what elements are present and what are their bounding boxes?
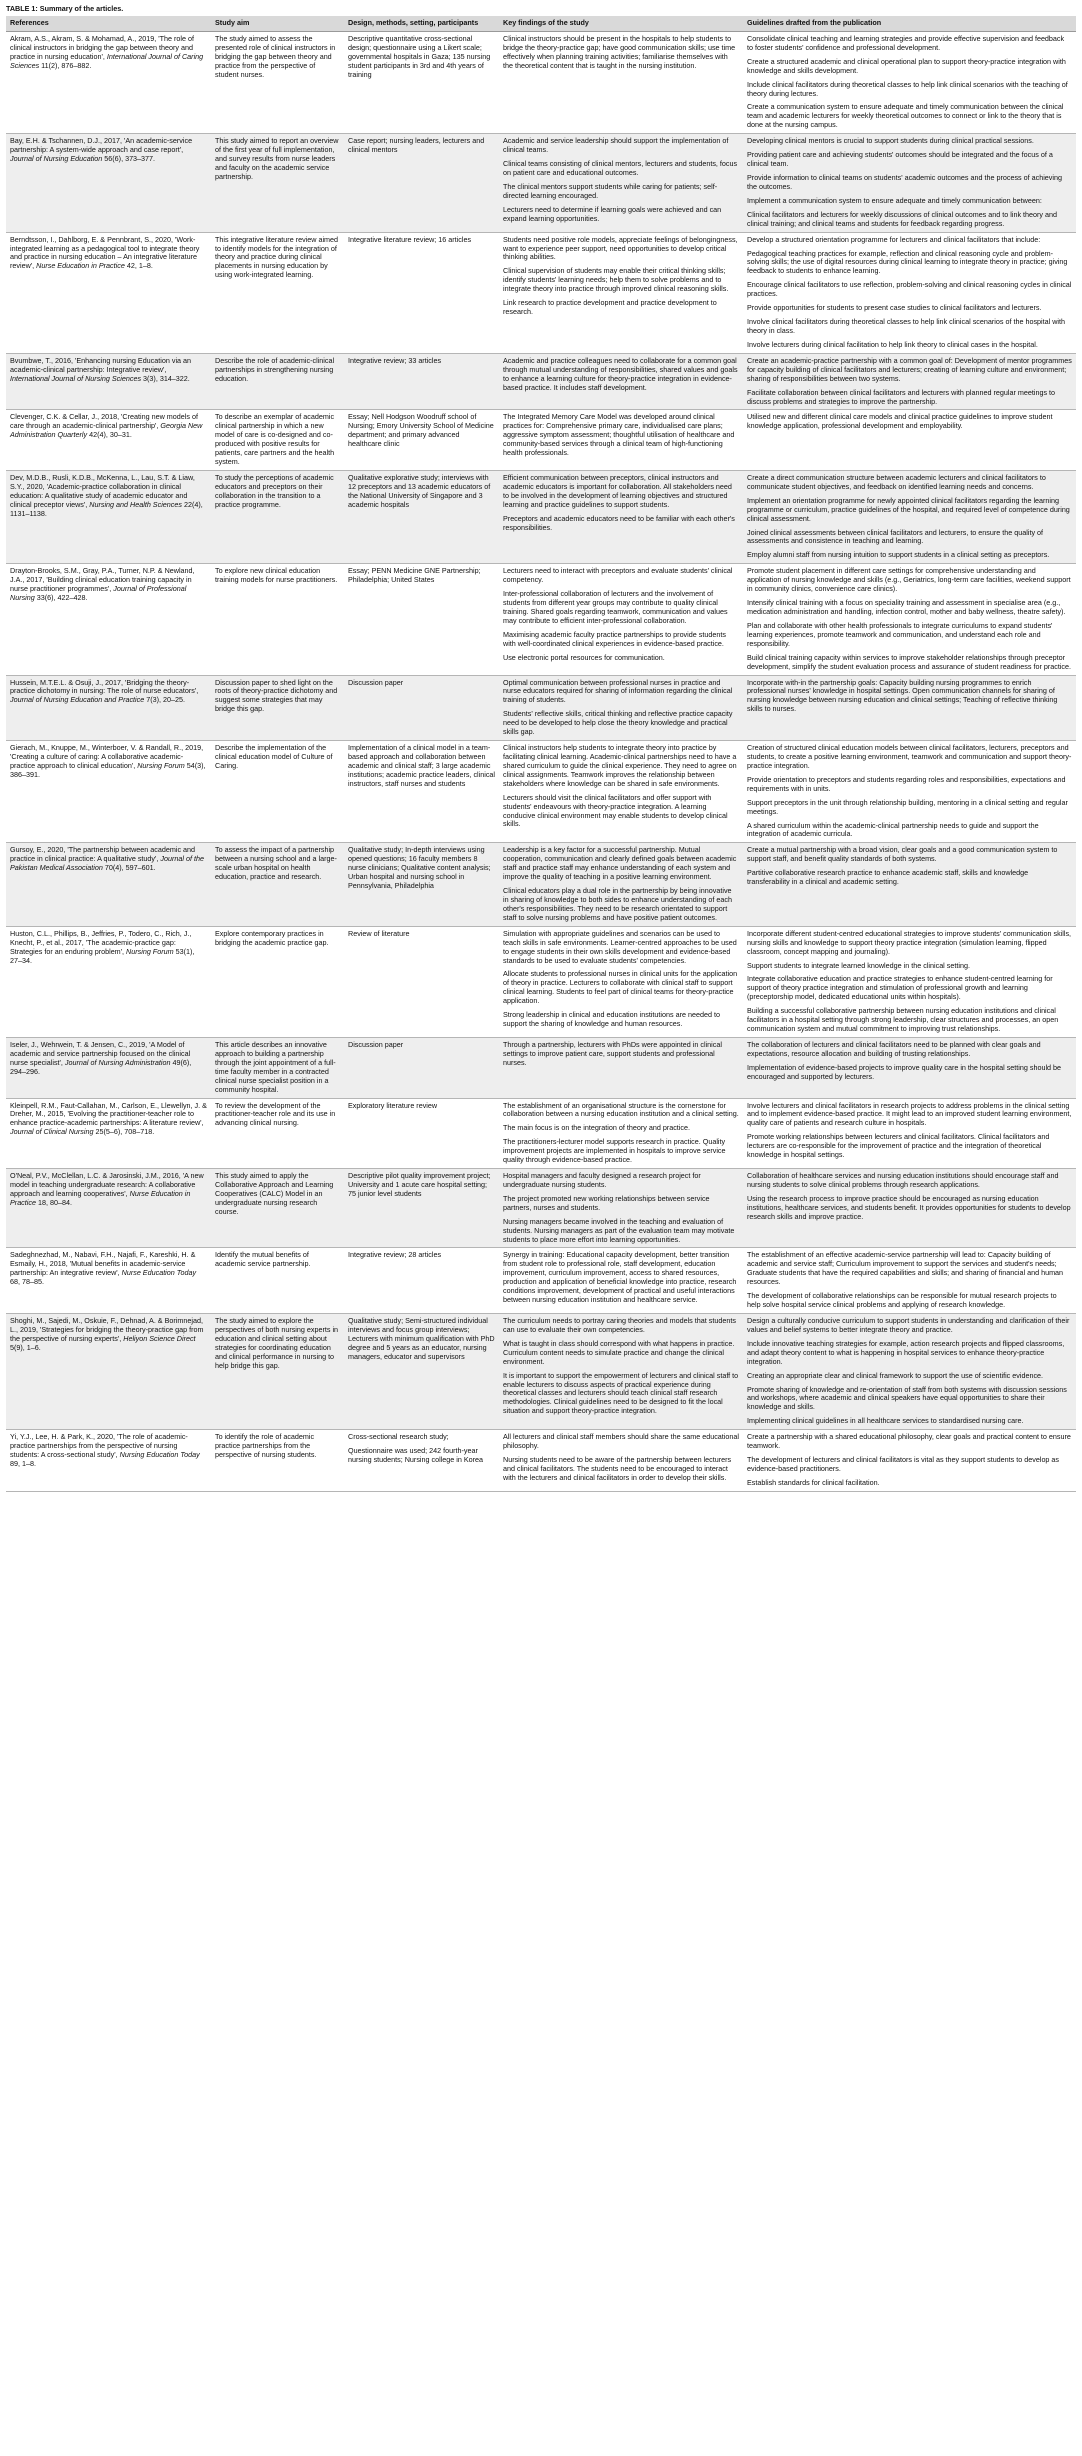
cell-paragraph: Promote working relationships between lecturers and clinical facilitators. Clinical facilitators and lecturers are co-responsible for the improvement of practice and the integration of theoretical knowledge in hospital settings. (747, 1132, 1050, 1160)
cell-paragraph: Using the research process to improve practice should be encouraged as nursing education institutions, healthcare services, and students benefit. It provides opportunities for students to develop research skills and improve practice. (747, 1193, 1071, 1221)
cell-paragraph: The study aimed to explore the perspectives of both nursing experts in education and clinical setting about strategies for coordinating education and clinical performance in nursing to help bridge this gap. (215, 1316, 339, 1370)
study-aim-cell (211, 1098, 344, 1169)
cell-paragraph: Preceptors and academic educators need to be familiar with each other's responsibilities. (503, 513, 735, 532)
cell-paragraph: Case report; nursing leaders, lecturers and clinical mentors (348, 136, 485, 155)
reference-text: 3(3), 314–322. (141, 373, 190, 383)
key-findings-cell (499, 1430, 743, 1492)
guidelines-cell (743, 675, 1076, 741)
key-findings-cell (499, 1248, 743, 1314)
cell-paragraph: Encourage clinical facilitators to use reflection, problem-solving and clinical reasoning cycles in clinical practices. (747, 280, 1072, 299)
study-aim-cell (211, 1430, 344, 1492)
reference-cell (6, 31, 211, 133)
cell-paragraph: Identify the mutual benefits of academic service partnership. (215, 1250, 311, 1269)
cell-paragraph: Creation of structured clinical education models between clinical facilitators, lecturers, preceptors and students, to create a positive learning environment, teamwork and communication and support theory-practice integration. (747, 743, 1072, 770)
cell-paragraph: Providing patient care and achieving students' outcomes should be integrated and the focus of a clinical team. (747, 150, 1053, 169)
table-row (6, 353, 1076, 410)
cell-paragraph: All lecturers and clinical staff members should share the same educational philosophy. (503, 1432, 739, 1451)
design-cell (344, 1248, 499, 1314)
table-row (6, 1037, 1076, 1098)
table-row (6, 1098, 1076, 1169)
study-aim-cell (211, 1314, 344, 1430)
reference-text: 5(9), 1–6. (10, 1342, 41, 1352)
cell-paragraph: Implement an orientation programme for newly appointed clinical facilitators regarding the learning programme or curriculum, practice guidelines of the hospital, and required level of competence during clinical assessment. (747, 495, 1070, 523)
design-cell (344, 353, 499, 410)
study-aim-cell (211, 675, 344, 741)
cell-paragraph: Essay; Nell Hodgson Woodruff school of Nursing; Emory University School of Medicine department; and primary advanced healthcare clinic (348, 412, 494, 449)
reference-cell (6, 843, 211, 926)
cell-paragraph: Incorporate with-in the partnership goals: Capacity building nursing programmes to enrich professional nurses' knowledge in hospital settings. Open communication channels for sharing of nursing knowledge between nursing education and clinical settings; Teaching of reflective thinking skills to nurses. (747, 677, 1058, 714)
cell-paragraph: Integrative literature review; 16 articles (348, 234, 472, 244)
cell-paragraph: Create an academic-practice partnership with a common goal of: Development of mentor programmes for capacity building of clinical facilitators and lecturers; creating of learning culture and environment; sharing of responsibilities between two systems. (747, 355, 1072, 383)
cell-paragraph: Promote sharing of knowledge and re-orientation of staff from both systems with discussion sessions and workshops, where academic and clinical speakers have equal opportunities to share their knowledge and skills. (747, 1384, 1067, 1412)
cell-paragraph: Partitive collaborative research practice to enhance academic staff, skills and knowledge transferability in a clinical and academic setting. (747, 868, 1029, 887)
journal-name: Nurse Education Today (121, 1268, 197, 1278)
cell-paragraph: Allocate students to professional nurses in clinical units for the application of theory in practice. Lecturers to collaborate with clinical staff to support clinical learning. Students to feel part of clinical teams for theory-practice application. (503, 969, 738, 1006)
guidelines-cell (743, 1314, 1076, 1430)
cell-paragraph: Students need positive role models, appreciate feelings of belongingness, want to experience peer support, need opportunities to develop critical thinking abilities. (503, 234, 738, 262)
cell-paragraph: Involve lecturers during clinical facilitation to help link theory to clinical cases in the hospital. (747, 339, 1038, 349)
cell-paragraph: Integrative review; 33 articles (348, 355, 442, 365)
cell-paragraph: Maximising academic faculty practice partnerships to provide students with well-coordinated clinical experiences in evidence-based practice. (503, 629, 726, 648)
cell-paragraph: The establishment of an effective academic-service partnership will lead to: Capacity building of academic and service staff; Curriculum improvement to support the services and student's needs; Graduate students that have the required capabilities and skills; and sharing of financial and human resources. (747, 1250, 1064, 1287)
table-row (6, 564, 1076, 675)
reference-cell (6, 926, 211, 1037)
reference-text: 11(2), 876–882. (39, 60, 92, 70)
cell-paragraph: Create a communication system to ensure adequate and timely communication between the clinical team and academic lecturers for weekly theoretical outcomes to connect or link to the theory that is done at the nursing campus. (747, 102, 1064, 130)
reference-text: 89, 1–8. (10, 1459, 36, 1468)
cell-paragraph: Descriptive quantitative cross-sectional design; questionnaire using a Likert scale; governmental hospitals in Gaza; 135 nursing student participants in 3rd and 4th years of training (348, 33, 491, 79)
table-row (6, 1314, 1076, 1430)
cell-paragraph: Academic and service leadership should support the implementation of clinical teams. (503, 136, 729, 155)
study-aim-cell (211, 353, 344, 410)
guidelines-cell (743, 926, 1076, 1037)
cell-paragraph: Essay; PENN Medicine GNE Partnership; Philadelphia; United States (348, 566, 481, 585)
cell-paragraph: Hospital managers and faculty designed a research project for undergraduate nursing students. (503, 1171, 701, 1189)
reference-text: Bvumbwe, T., 2016, 'Enhancing nursing Education via an academic-clinical partnership: Integrative review', (10, 355, 192, 374)
guidelines-cell (743, 1037, 1076, 1098)
reference-text: 42, 1–8. (124, 261, 153, 271)
study-aim-cell (211, 410, 344, 471)
cell-paragraph: Clinical instructors help students to integrate theory into practice by facilitating clinical learning. Academic-clinical partnerships need to have a shared curriculum to guide the clinical experience. They need to agree on clinical assignments. Teamwork improves the relationship between stakeholders where knowledge can be shared in safe environments. (503, 743, 737, 788)
design-cell (344, 410, 499, 471)
guidelines-cell (743, 353, 1076, 410)
reference-text: 25(5–6), 708–718. (93, 1127, 155, 1137)
reference-cell (6, 1098, 211, 1169)
cell-paragraph: Developing clinical mentors is crucial to support students during clinical practical sessions. (747, 136, 1034, 146)
table-row (6, 1248, 1076, 1314)
reference-text: Gursoy, E., 2020, 'The partnership between academic and practice in clinical practice: A qualitative study', (10, 845, 196, 864)
study-aim-cell (211, 232, 344, 353)
reference-text: Kleinpell, R.M., Faut-Callahan, M., Carlson, E., Llewellyn, J. & Dreher, M., 2015, 'Evolving the practitioner-teacher role to enhance practice-academic partnerships: A literature review', (10, 1100, 207, 1128)
cell-paragraph: Involve lecturers and clinical facilitators in research projects to address problems in the clinical setting and to implement evidence-based practice. It might lead to an improved student learning environment, quality care of patients and research culture in hospitals. (747, 1100, 1072, 1128)
cell-paragraph: Students' reflective skills, critical thinking and reflective practice capacity need to be developed to help close the theory knowledge and practical skills gap. (503, 709, 733, 737)
study-aim-cell (211, 741, 344, 843)
key-findings-cell (499, 843, 743, 926)
guidelines-cell (743, 410, 1076, 471)
table-caption: TABLE 1: Summary of the articles. (6, 4, 124, 13)
reference-text: 22(4), 1131–1138. (10, 499, 203, 518)
cell-paragraph: Establish standards for clinical facilitation. (747, 1477, 880, 1487)
cell-paragraph: Develop a structured orientation programme for lecturers and clinical facilitators that include: (747, 234, 1041, 244)
journal-name: Journal of Nursing Education and Practice (10, 695, 145, 705)
design-cell (344, 31, 499, 133)
reference-cell (6, 1248, 211, 1314)
cell-paragraph: Synergy in training: Educational capacity development, better transition from student role to professional role, staff development, education improvement, curriculum improvement, access to shared resources, production and application of beneficial knowledge into practice, research conditions improvement, development of practical and useful interactions between nursing education institution and healthcare service. (503, 1250, 737, 1305)
cell-paragraph: Employ alumni staff from nursing intuition to support students in a clinical setting as preceptors. (747, 550, 1050, 560)
cell-paragraph: To assess the impact of a partnership between a nursing school and a large-scale urban hospital on health education, practice and research. (215, 845, 337, 882)
reference-text: 42(4), 30–31. (87, 430, 132, 440)
cell-paragraph: Intensify clinical training with a focus on speciality training and assessment in specialise area (e.g., medication administration and handling, infection control, mother and baby wellness, theatre safety). (747, 598, 1066, 617)
reference-text: Gierach, M., Knuppe, M., Winterboer, V. & Randall, R., 2019, 'Creating a culture of caring: A collaborative academic-practice approach to clinical education', (10, 743, 204, 770)
journal-name: Heliyon Science Direct (123, 1333, 196, 1343)
journal-name: Georgia New Administration Quarterly (10, 421, 203, 440)
cell-paragraph: Include clinical facilitators during theoretical classes to help link clinical scenarios with the teaching of theory during lectures. (747, 79, 1068, 98)
guidelines-cell (743, 1430, 1076, 1492)
key-findings-cell (499, 675, 743, 741)
key-findings-cell (499, 232, 743, 353)
cell-paragraph: Implementing clinical guidelines in all healthcare services to standardised nursing care. (747, 1416, 1024, 1426)
table-row (6, 741, 1076, 843)
cell-paragraph: The clinical mentors support students while caring for patients; self-directed learning encouraged. (503, 181, 718, 200)
cell-paragraph: Implementation of evidence-based projects to improve quality care in the hospital setting should be encouraged and supported by lecturers. (747, 1062, 1062, 1081)
reference-cell (6, 675, 211, 741)
cell-paragraph: Involve clinical facilitators during theoretical classes to help link clinical scenarios of the hospital with theory in class. (747, 317, 1066, 335)
key-findings-cell (499, 1169, 743, 1248)
key-findings-cell (499, 410, 743, 471)
cell-paragraph: To describe an exemplar of academic clinical partnership in which a new model of care is co-designed and co-produced with positive results for patients, care partners and the health system. (215, 412, 335, 467)
cell-paragraph: Facilitate collaboration between clinical facilitators and lecturers with planned regular meetings to discuss problems and strategies to improve the partnership. (747, 387, 1056, 406)
journal-name: Nurse Education in Practice (10, 1188, 191, 1207)
key-findings-cell (499, 926, 743, 1037)
cell-paragraph: Building a successful collaborative partnership between nursing education institutions and clinical facilitators in a hospital setting through strong leadership, clear structures and processes, an open communication system and mutual commitment to improving trust relationships. (747, 1006, 1059, 1034)
cell-paragraph: The curriculum needs to portray caring theories and models that students can use to evaluate their own competencies. (503, 1316, 736, 1334)
cell-paragraph: Pedagogical teaching practices for example, reflection and clinical reasoning cycle and problem-solving skills; the use of digital resources during clinical learning to integrate theory in practice; giving feedback to students to enhance learning. (747, 248, 1068, 276)
cell-paragraph: Provide orientation to preceptors and students regarding roles and responsibilities, expectations and requirements with in units. (747, 774, 1066, 793)
study-aim-cell (211, 926, 344, 1037)
study-aim-cell (211, 843, 344, 926)
cell-paragraph: To review the development of the practitioner-teacher role and its use in advancing clinical nursing. (215, 1100, 336, 1128)
design-cell (344, 1314, 499, 1430)
design-cell (344, 134, 499, 232)
cell-paragraph: The practitioners-lecturer model supports research in practice. Quality improvement projects are implemented in hospitals to improve service quality through evidence-based practice. (503, 1137, 726, 1165)
cell-paragraph: The Integrated Memory Care Model was developed around clinical practices for: Comprehensive primary care, individualised care plans; aggressive symptom assessment; thoughtful utilisation of healthcare and community-based services through a clinical team of high-functioning health professionals. (503, 412, 735, 458)
cell-paragraph: Discussion paper (348, 1039, 404, 1049)
reference-text: Clevenger, C.K. & Cellar, J., 2018, 'Creating new models of care through an academic-clinical partnership', (10, 412, 198, 431)
cell-paragraph: Create a partnership with a shared educational philosophy, clear goals and practical content to ensure teamwork. (747, 1432, 1071, 1451)
cell-paragraph: It is important to support the empowerment of lecturers and clinical staff to enable lecturers to discuss aspects of practical experience during theoretical classes and lecturers should teach clinical staff research methodologies. Clinical guidelines need to be designed to fit the local situation and support theory-practice integration. (503, 1370, 739, 1416)
reference-text: O'Neal, P.V., McClellan, L.C. & Jarosinski, J.M., 2016, 'A new model in teaching undergraduate research: A collaborative approach and learning cooperatives', (10, 1171, 204, 1198)
cell-paragraph: Lecturers need to interact with preceptors and evaluate students' clinical competency. (503, 566, 733, 585)
cell-paragraph: Create a direct communication structure between academic lecturers and clinical facilitators to communicate student objectives, and feedback on identified learning needs and concerns. (747, 472, 1046, 491)
cell-paragraph: The project promoted new working relationships between service partners, nurses and students. (503, 1193, 710, 1212)
cell-paragraph: Descriptive pilot quality improvement project; University and 1 acute care hospital setting; 75 junior level students (348, 1171, 491, 1198)
cell-paragraph: Clinical teams consisting of clinical mentors, lecturers and students, focus on patient care and educational outcomes. (503, 159, 738, 177)
design-cell (344, 675, 499, 741)
guidelines-cell (743, 134, 1076, 232)
table-row (6, 134, 1076, 232)
journal-name: Nursing Forum (126, 946, 174, 956)
key-findings-cell (499, 1098, 743, 1169)
reference-cell (6, 410, 211, 471)
cell-paragraph: Qualitative study; Semi-structured individual interviews and focus group interviews; Lecturers with minimum qualification with PhD degree and 5 years as an educator, nursing managers, educator and supervisors (348, 1316, 495, 1361)
journal-name: Journal of Professional Nursing (10, 584, 187, 603)
reference-cell (6, 1169, 211, 1248)
header-design: Design, methods, setting, participants (344, 16, 499, 31)
cell-paragraph: Utilised new and different clinical care models and clinical practice guidelines to improve student knowledge application, professional development and employability. (747, 412, 1053, 431)
cell-paragraph: Clinical instructors should be present in the hospitals to help students to bridge the theory-practice gap; have good communication skills; use time effectively when planning training activities; familiarise themselves with the theoretical content that is taught in the nursing institution. (503, 33, 736, 70)
cell-paragraph: The development of collaborative relationships can be responsible for mutual research projects to help solve hospital service clinical problems and applying of research knowledge. (747, 1291, 1057, 1310)
cell-paragraph: Simulation with appropriate guidelines and scenarios can be used to teach skills in safe environments. Learner-centred approaches to be used to engage students in their own skills development and evidence-based standards to be used to evaluate students' competencies. (503, 928, 737, 965)
reference-text: Dev, M.D.B., Rusli, K.D.B., McKenna, L., Lau, S.T. & Liaw, S.Y., 2020, 'Academic-practice collaboration in clinical education: A qualitative study of academic educator and clinical preceptor views', (10, 472, 195, 509)
header-study-aim: Study aim (211, 16, 344, 31)
cell-paragraph: Provide information to clinical teams on students' academic outcomes and the process of achieving the outcomes. (747, 172, 1062, 191)
table-row (6, 1430, 1076, 1492)
reference-cell (6, 1314, 211, 1430)
guidelines-cell (743, 232, 1076, 353)
reference-cell (6, 564, 211, 675)
header-references: References (6, 16, 211, 31)
guidelines-cell (743, 31, 1076, 133)
cell-paragraph: Build clinical training capacity within services to improve stakeholder relationships through preceptor development, simplify the student evaluation process and assurance of student readiness for practice. (747, 652, 1072, 671)
cell-paragraph: Link research to practice development and practice development to research. (503, 298, 717, 317)
cell-paragraph: Include innovative teaching strategies for example, action research projects and flipped classrooms, and adapt theory content to what is happening in hospital services to enhance theory-practice integration. (747, 1338, 1065, 1366)
cell-paragraph: Discussion paper (348, 677, 404, 687)
cell-paragraph: Create a structured academic and clinical operational plan to support theory-practice integration with knowledge and skills development. (747, 56, 1066, 75)
reference-text: 70(4), 597–601. (102, 863, 156, 873)
cell-paragraph: Review of literature (348, 928, 410, 938)
cell-paragraph: Promote student placement in different care settings for comprehensive understanding and application of nursing knowledge and skills (e.g., Geriatrics, long-term care facilities, weekend support in community clinics, convenience care clinics). (747, 566, 1071, 594)
design-cell (344, 1098, 499, 1169)
cell-paragraph: This study aimed to apply the Collaborative Approach and Learning Cooperatives (CALC) Model in an undergraduate nursing research course. (215, 1171, 334, 1216)
reference-text: Berndtsson, I., Dahlborg, E. & Pennbrant, S., 2020, 'Work-integrated learning as a pedagogical tool to integrate theory and practice in nursing education – An integrative literature review', (10, 234, 200, 271)
cell-paragraph: Creating an appropriate clear and clinical framework to support the use of scientific evidence. (747, 1370, 1044, 1380)
study-aim-cell (211, 564, 344, 675)
cell-paragraph: Create a mutual partnership with a broad vision, clear goals and a good communication system to support staff, and benefit quality standards of both systems. (747, 845, 1058, 864)
reference-text: 56(6), 373–377. (102, 154, 156, 164)
design-cell (344, 1169, 499, 1248)
cell-paragraph: Use electronic portal resources for communication. (503, 652, 665, 662)
cell-paragraph: Consolidate clinical teaching and learning strategies and provide effective supervision and feedback to foster students' confidence and professional development. (747, 33, 1065, 52)
reference-text: Yi, Y.J., Lee, H. & Park, K., 2020, 'The role of academic-practice partnerships from the perspective of nursing students: A cross-sectional study', (10, 1432, 188, 1460)
reference-text: Bay, E.H. & Tschannen, D.J., 2017, 'An academic-service partnership: A system-wide approach and case report', (10, 136, 193, 155)
cell-paragraph: Leadership is a key factor for a successful partnership. Mutual cooperation, communication and clearly defined goals between academic staff and practice staff may enhance understanding of each system and improve the quality of teaching in a positive learning environment. (503, 845, 737, 882)
key-findings-cell (499, 564, 743, 675)
study-aim-cell (211, 1037, 344, 1098)
reference-text: 33(6), 422–428. (34, 593, 88, 603)
cell-paragraph: This article describes an innovative approach to building a partnership through the joint appointment of a full-time faculty member in a contracted clinical nurse specialist position in a community hospital. (215, 1039, 336, 1094)
guidelines-cell (743, 1169, 1076, 1248)
cell-paragraph: Explore contemporary practices in bridging the academic practice gap. (215, 928, 329, 947)
key-findings-cell (499, 353, 743, 410)
cell-paragraph: To explore new clinical education training models for nurse practitioners. (215, 566, 338, 585)
key-findings-cell (499, 1037, 743, 1098)
design-cell (344, 1430, 499, 1492)
study-aim-cell (211, 31, 344, 133)
study-aim-cell (211, 1169, 344, 1248)
cell-paragraph: Support preceptors in the unit through relationship building, mentoring in a clinical setting and regular meetings. (747, 797, 1068, 816)
design-cell (344, 741, 499, 843)
cell-paragraph: The development of lecturers and clinical facilitators is vital as they support students to develop as evidence-based practitioners. (747, 1455, 1060, 1473)
cell-paragraph: To identify the role of academic practice partnerships from the perspective of nursing students. (215, 1432, 317, 1460)
cell-paragraph: Exploratory literature review (348, 1100, 438, 1110)
key-findings-cell (499, 741, 743, 843)
cell-paragraph: Integrative review; 28 articles (348, 1250, 442, 1260)
cell-paragraph: Inter-professional collaboration of lecturers and the involvement of students from different year groups may contribute to quality clinical training. Shared goals regarding teamwork, communication and values may contribute to efficient inter-professional collaboration. (503, 589, 728, 625)
reference-text: 53(1), 27–34. (10, 946, 195, 965)
study-aim-cell (211, 470, 344, 563)
design-cell (344, 470, 499, 563)
table-row (6, 232, 1076, 353)
table-row (6, 675, 1076, 741)
cell-paragraph: Through a partnership, lecturers with PhDs were appointed in clinical settings to improve patient care, support students and professional nurses. (503, 1039, 722, 1067)
cell-paragraph: Nursing managers became involved in the teaching and evaluation of students. Nursing managers as part of the evaluation team may motivate students to place more effort into learning opportunities. (503, 1216, 735, 1244)
reference-text: Sadeghnezhad, M., Nabavi, F.H., Najafi, F., Kareshki, H. & Esmaily, H., 2018, 'Mutual benefits in academic-service partnership: An integrative review', (10, 1250, 196, 1278)
cell-paragraph: Clinical facilitators and lecturers for weekly discussions of clinical outcomes and to link theory and clinical training; and clinical teams and students for feedback regarding progress. (747, 209, 1058, 228)
reference-cell (6, 134, 211, 232)
cell-paragraph: Lecturers need to determine if learning goals were achieved and can expand learning opportunities. (503, 204, 722, 223)
guidelines-cell (743, 1098, 1076, 1169)
cell-paragraph: Implement a communication system to ensure adequate and timely communication between: (747, 195, 1042, 205)
reference-cell (6, 353, 211, 410)
cell-paragraph: The collaboration of lecturers and clinical facilitators need to be planned with clear goals and expectations, resource allocation and building of trusting relationships. (747, 1039, 1041, 1058)
cell-paragraph: Clinical supervision of students may enable their critical thinking skills; identify students' learning needs; help them to solve problems and to integrate theory into practice through improved clinical reasoning skills. (503, 266, 729, 294)
cell-paragraph: Joined clinical assessments between clinical facilitators and lecturers, to ensure the quality of assessments and consistence in teaching and learning. (747, 527, 1044, 546)
cell-paragraph: Efficient communication between preceptors, clinical instructors and academic educators is important for collaboration. All stakeholders need to be involved in the development of learning objectives and structured learning and practice guidelines to support students. (503, 472, 732, 509)
cell-paragraph: Questionnaire was used; 242 fourth-year nursing students; Nursing college in Korea (348, 1446, 484, 1465)
cell-paragraph: Provide opportunities for students to present case studies to clinical facilitators and lecturers. (747, 303, 1042, 313)
reference-text: Shoghi, M., Sajedi, M., Oskuie, F., Dehnad, A. & Borimnejad, L., 2019, 'Strategies for bridging the theory-practice gap from the perspective of nursing experts', (10, 1316, 204, 1343)
key-findings-cell (499, 134, 743, 232)
guidelines-cell (743, 741, 1076, 843)
reference-text: Hussein, M.T.E.L. & Osuji, J., 2017, 'Bridging the theory-practice dichotomy in nursing: The role of nurse educators', (10, 677, 199, 696)
cell-paragraph: Describe the implementation of the clinical education model of Culture of Caring. (215, 743, 333, 770)
cell-paragraph: The main focus is on the integration of theory and practice. (503, 1123, 690, 1133)
design-cell (344, 564, 499, 675)
reference-text: 7(3), 20–25. (144, 695, 186, 705)
key-findings-cell (499, 31, 743, 133)
design-cell (344, 926, 499, 1037)
reference-cell (6, 1037, 211, 1098)
key-findings-cell (499, 1314, 743, 1430)
cell-paragraph: This study aimed to report an overview of the first year of full implementation, and survey results from nurse leaders and faculty on the academic service partnership. (215, 136, 339, 181)
journal-name: Journal of Nursing Education (10, 154, 103, 164)
reference-cell (6, 470, 211, 563)
guidelines-cell (743, 843, 1076, 926)
reference-text: 68, 78–85. (10, 1277, 44, 1287)
table-row (6, 1169, 1076, 1248)
cell-paragraph: Optimal communication between professional nurses in practice and nurse educators required for sharing of information regarding the clinical training of students. (503, 677, 733, 705)
reference-text: Akram, A.S., Akram, S. & Mohamad, A., 2019, 'The role of clinical instructors in bridging the gap between theory and practice in nursing education', (10, 33, 194, 61)
cell-paragraph: The study aimed to assess the presented role of clinical instructors in bridging the gap between theory and practice from the perspective of student nurses. (215, 33, 336, 79)
header-guidelines: Guidelines drafted from the publication (743, 16, 1076, 31)
header-row (6, 16, 1076, 31)
reference-text: Drayton-Brooks, S.M., Gray, P.A., Turner, N.P. & Newland, J.A., 2017, 'Building clinical education training capacity in nurse practitioner programmes', (10, 566, 195, 594)
table-header (6, 16, 1076, 31)
reference-text: 18, 80–84. (35, 1197, 72, 1207)
journal-name: Journal of Clinical Nursing (10, 1127, 94, 1137)
table-body (6, 31, 1076, 1491)
journal-name: International Journal of Caring Sciences (10, 51, 204, 70)
reference-text: 49(6), 294–296. (10, 1057, 192, 1076)
cell-paragraph: Incorporate different student-centred educational strategies to improve students' communication skills, nursing skills and knowledge to support theory practice integration (simulation learning, flipped classroom, concept mapping and journaling). (747, 928, 1072, 956)
guidelines-cell (743, 564, 1076, 675)
cell-paragraph: Academic and practice colleagues need to collaborate for a common goal through mutual understanding of responsibilities, shared values and goals to enhance a learning culture for theory-practice integration in evidence-based practice. It includes staff development. (503, 355, 738, 392)
cell-paragraph: Implementation of a clinical model in a team-based approach and collaboration between academic and clinical staff; 3 large academic institutions; academic practice leaders, clinical instructors, staff nurses and students (348, 743, 496, 788)
reference-cell (6, 1430, 211, 1492)
cell-paragraph: Describe the role of academic-clinical partnerships in strengthening nursing education. (215, 355, 335, 383)
key-findings-cell (499, 470, 743, 563)
cell-paragraph: The establishment of an organisational structure is the cornerstone for collaboration between a nursing education institution and a clinical setting. (503, 1100, 739, 1119)
table-row (6, 31, 1076, 133)
reference-cell (6, 232, 211, 353)
cell-paragraph: To study the perceptions of academic educators and preceptors on their collaboration in the transition to a practice programme. (215, 472, 334, 509)
cell-paragraph: What is taught in class should correspond with what happens in practice. Curriculum content needs to simulate practice and change the clinical environment. (503, 1338, 735, 1366)
cell-paragraph: Discussion paper to shed light on the roots of theory-practice dichotomy and suggest some strategies that may bridge this gap. (215, 677, 338, 714)
guidelines-cell (743, 470, 1076, 563)
journal-name: Journal of the Pakistan Medical Association (10, 854, 204, 873)
header-key-findings: Key findings of the study (499, 16, 743, 31)
cell-paragraph: Cross-sectional research study; (348, 1432, 449, 1442)
design-cell (344, 1037, 499, 1098)
cell-paragraph: Strong leadership in clinical and education institutions are needed to support the sharing of knowledge and human resources. (503, 1010, 720, 1029)
cell-paragraph: Qualitative explorative study; interviews with 12 preceptors and 13 academic educators of the National University of Singapore and 3 academic hospitals (348, 472, 491, 509)
cell-paragraph: Clinical educators play a dual role in the partnership by being innovative in sharing of knowledge to both sides to enhance understanding of each other's responsibilities. They need to be research orientated to support staff to solve nursing problems and have positive patient outcomes. (503, 886, 732, 922)
table-row (6, 410, 1076, 471)
table-row (6, 843, 1076, 926)
reference-text: Iseler, J., Wehrwein, T. & Jensen, C., 2019, 'A Model of academic and service partnership focused on the clinical nurse specialist', (10, 1039, 191, 1067)
cell-paragraph: Collaboration of healthcare services and nursing education institutions should encourage staff and nursing students to solve clinical problems through research applications. (747, 1171, 1059, 1189)
journal-name: Nursing Education Today (119, 1450, 200, 1460)
study-aim-cell (211, 134, 344, 232)
table-row (6, 926, 1076, 1037)
cell-paragraph: Integrate collaborative education and practice strategies to enhance student-centred learning for support of theory practice integration and stimulation of professional growth and learning (preceptorship model, dedicated educational units within hospitals). (747, 974, 1053, 1002)
articles-summary-table (6, 16, 1076, 1492)
reference-cell (6, 741, 211, 843)
cell-paragraph: Design a culturally conducive curriculum to support students in understanding and clarification of their values and belief systems to better integrate theory and practice. (747, 1316, 1070, 1334)
journal-name: Nursing Forum (137, 760, 185, 770)
journal-name: International Journal of Nursing Sciences (10, 373, 142, 383)
guidelines-cell (743, 1248, 1076, 1314)
reference-text: Huston, C.L., Phillips, B., Jeffries, P., Todero, C., Rich, J., Knecht, P., et al., 2017, 'The academic-practice gap: Strategies for an enduring problem', (10, 928, 192, 956)
table-row (6, 470, 1076, 563)
cell-paragraph: This integrative literature review aimed to identify models for the integration of theory and practice during clinical placements in nursing education by using work-integrated learning. (215, 234, 339, 280)
cell-paragraph: Qualitative study; In-depth interviews using opened questions; 16 faculty members 8 nurse clinicians; Qualitative content analysis; Urban hospital and nursing school in Pennsylvania, Philadelphia (348, 845, 491, 891)
cell-paragraph: A shared curriculum within the academic-clinical partnership needs to guide and support the integration of academic curricula. (747, 820, 1039, 839)
reference-text: 54(3), 386–391. (10, 760, 206, 779)
journal-name: Journal of Nursing Administration (64, 1057, 171, 1067)
cell-paragraph: Nursing students need to be aware of the partnership between lecturers and clinical facilitators. The students need to be encouraged to interact with the lecturers and clinical facilitators in order to develop their skills. (503, 1455, 732, 1482)
journal-name: Nurse Education in Practice (36, 261, 125, 271)
journal-name: Nursing and Health Sciences (89, 499, 182, 509)
cell-paragraph: Plan and collaborate with other health professionals to integrate curriculums to expand students' learning experiences, promote teamwork and communication, and understand each role and responsibility. (747, 620, 1053, 648)
study-aim-cell (211, 1248, 344, 1314)
cell-paragraph: Support students to integrate learned knowledge in the clinical setting. (747, 960, 970, 970)
design-cell (344, 232, 499, 353)
cell-paragraph: Lecturers should visit the clinical facilitators and offer support with students' endeavours with theory-practice integration. A learning conducive clinical environment may enable students to develop clinical skills. (503, 792, 728, 829)
design-cell (344, 843, 499, 926)
